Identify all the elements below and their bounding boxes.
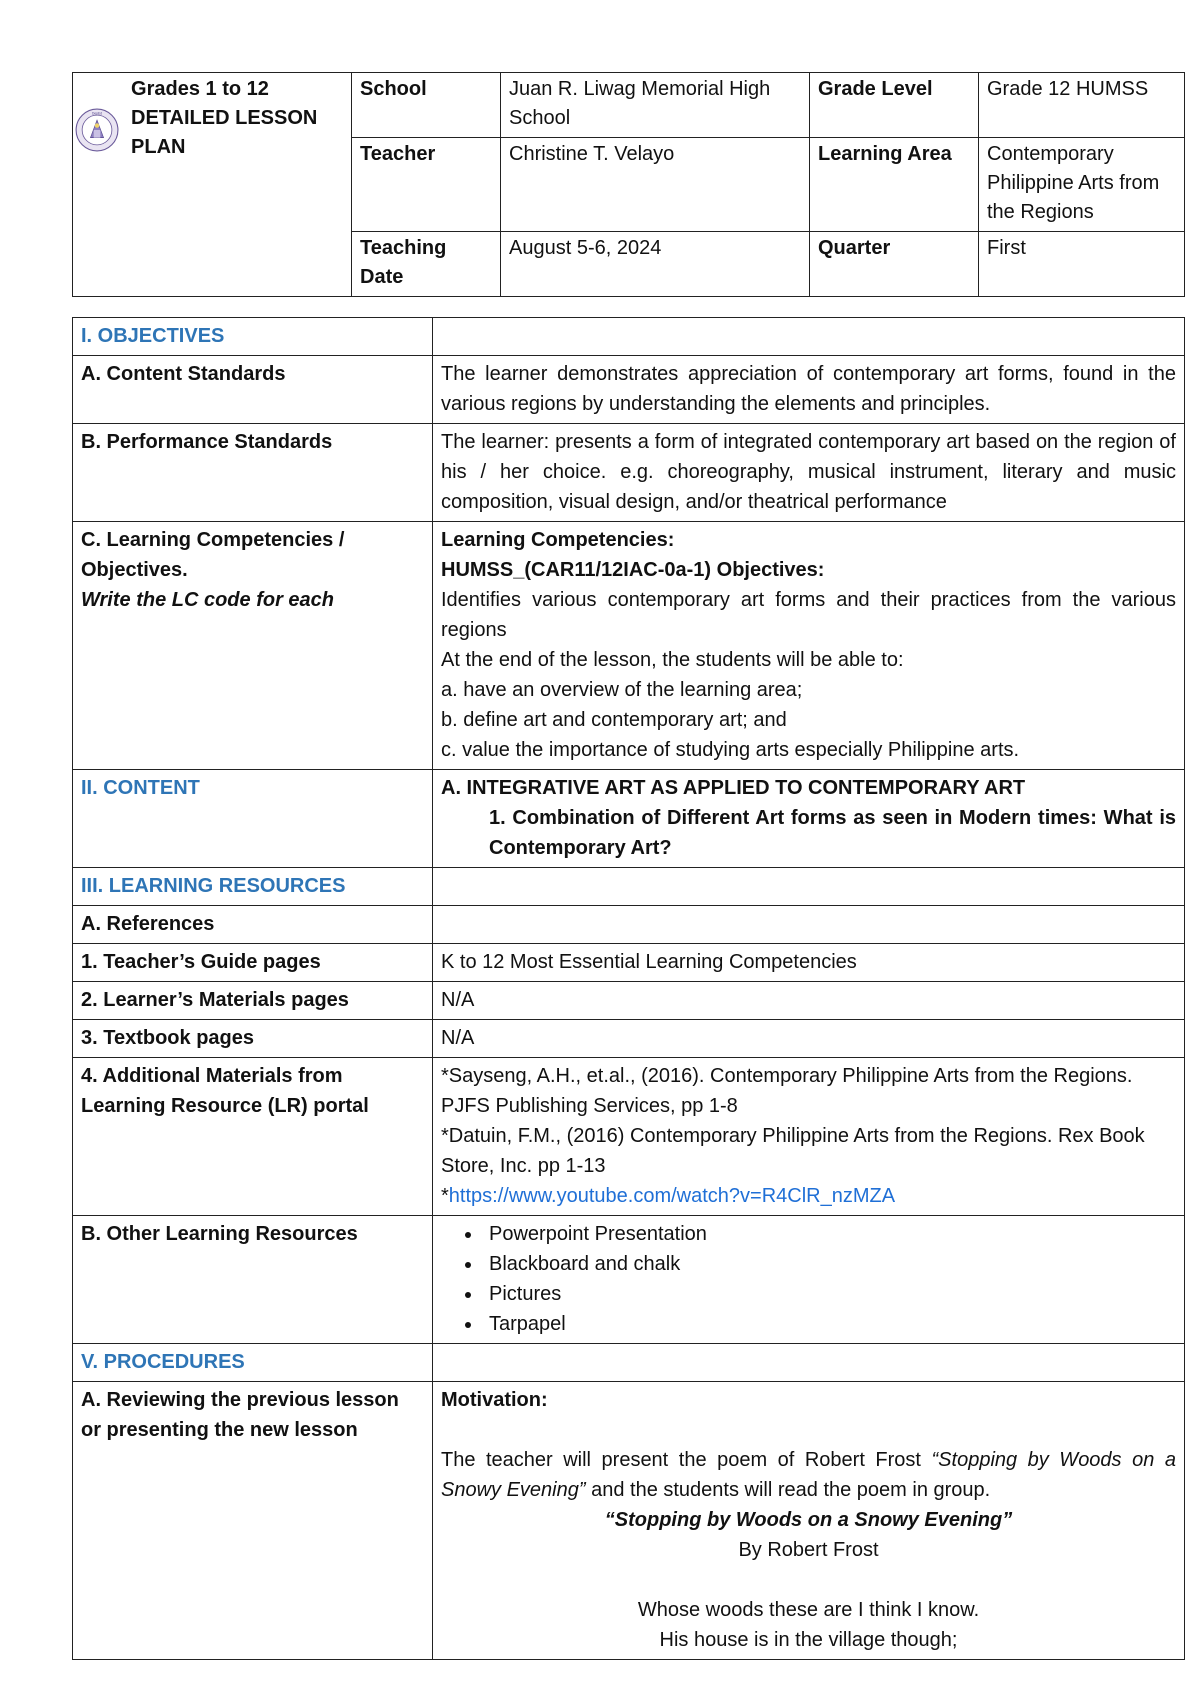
objectives-heading: I. OBJECTIVES xyxy=(73,318,433,356)
additional-ref: *Sayseng, A.H., et.al., (2016). Contemporary Philippine Arts from the Regions. PJFS Publishing Services, pp 1-8 xyxy=(441,1065,1133,1117)
performance-standards-label: B. Performance Standards xyxy=(73,424,433,522)
content-subtitle: 1. Combination of Different Art forms as seen in Modern times: What is Contemporary Art? xyxy=(489,807,1176,859)
intro-text: and the students will read the poem in group. xyxy=(585,1479,991,1501)
competencies-text-cell xyxy=(433,522,1185,770)
svg-text:DepEd: DepEd xyxy=(91,111,103,116)
teachers-guide-label: 1. Teacher’s Guide pages xyxy=(73,944,433,982)
spacer xyxy=(441,1415,1176,1445)
textbook-value: N/A xyxy=(433,1020,1185,1058)
review-lesson-label: A. Reviewing the previous lesson or presenting the new lesson xyxy=(73,1382,433,1660)
content-heading: II. CONTENT xyxy=(73,770,433,868)
lc-item: c. value the importance of studying arts especially Philippine arts. xyxy=(441,739,1020,761)
lc-item: b. define art and contemporary art; and xyxy=(441,709,787,731)
content-text-cell xyxy=(433,770,1185,868)
list-item: • Tarpapel xyxy=(483,1309,1176,1339)
empty-cell xyxy=(433,318,1185,356)
competencies-label-2: Objectives. xyxy=(81,559,188,581)
school-label: School xyxy=(352,73,501,138)
grade-level-label: Grade Level xyxy=(810,73,979,138)
teaching-date-label: Teaching Date xyxy=(352,232,501,297)
learners-materials-label: 2. Learner’s Materials pages xyxy=(73,982,433,1020)
additional-materials-cell xyxy=(433,1058,1185,1216)
additional-link-line xyxy=(441,1181,1176,1211)
teacher-label: Teacher xyxy=(352,138,501,232)
empty-cell xyxy=(433,868,1185,906)
teacher-value: Christine T. Velayo xyxy=(501,138,810,232)
plan-title: Grades 1 to 12 DETAILED LESSON PLAN xyxy=(131,78,318,158)
content-standards-text: The learner demonstrates appreciation of contemporary art forms, found in the various regions by understanding the elements and principles. xyxy=(433,356,1185,424)
intro-poem-title: “Stopping by Woods on a Snowy Evening” xyxy=(441,1449,1176,1501)
lesson-plan-table xyxy=(72,317,1185,1660)
empty-cell xyxy=(433,906,1185,944)
content-title: A. INTEGRATIVE ART AS APPLIED TO CONTEMPORARY ART xyxy=(441,777,1026,799)
lc-heading: Learning Competencies: xyxy=(441,529,675,551)
other-resources-cell xyxy=(433,1216,1185,1344)
list-item: • Blackboard and chalk xyxy=(483,1249,1176,1279)
references-label: A. References xyxy=(73,906,433,944)
competencies-note: Write the LC code for each xyxy=(81,589,335,611)
resources-heading: III. LEARNING RESOURCES xyxy=(73,868,433,906)
other-resources-list xyxy=(441,1219,1176,1339)
school-value: Juan R. Liwag Memorial High School xyxy=(501,73,810,138)
list-item: • Pictures xyxy=(483,1279,1176,1309)
competencies-label-cell xyxy=(73,522,433,770)
poem-title: “Stopping by Woods on a Snowy Evening” xyxy=(604,1509,1013,1531)
lc-text: Identifies various contemporary art forms and their practices from the various regions xyxy=(441,589,1176,641)
additional-ref: *Datuin, F.M., (2016) Contemporary Philippine Arts from the Regions. Rex Book Store, Inc. pp 1-13 xyxy=(441,1125,1145,1177)
learning-area-label: Learning Area xyxy=(810,138,979,232)
motivation-heading: Motivation: xyxy=(441,1389,548,1411)
procedure-intro xyxy=(441,1445,1176,1505)
deped-seal-icon xyxy=(75,91,119,169)
quarter-label: Quarter xyxy=(810,232,979,297)
spacer xyxy=(441,1565,1176,1595)
content-standards-label: A. Content Standards xyxy=(73,356,433,424)
procedures-heading: V. PROCEDURES xyxy=(73,1344,433,1382)
quarter-value: First xyxy=(979,232,1185,297)
other-resources-label: B. Other Learning Resources xyxy=(73,1216,433,1344)
performance-standards-text: The learner: presents a form of integrated contemporary art based on the region of his / her choice. e.g. choreography, musical instrument, literary and music composition, visual design, and/or theatrical performance xyxy=(433,424,1185,522)
poem-line: Whose woods these are I think I know. xyxy=(637,1599,980,1621)
header-table xyxy=(72,72,1185,297)
header-title-cell xyxy=(73,73,352,297)
learners-materials-value: N/A xyxy=(433,982,1185,1020)
additional-materials-label: 4. Additional Materials from Learning Resource (LR) portal xyxy=(73,1058,433,1216)
empty-cell xyxy=(433,1344,1185,1382)
procedure-cell xyxy=(433,1382,1185,1660)
grade-level-value: Grade 12 HUMSS xyxy=(979,73,1185,138)
lc-code: HUMSS_(CAR11/12IAC-0a-1) Objectives: xyxy=(441,559,825,581)
textbook-label: 3. Textbook pages xyxy=(73,1020,433,1058)
list-item: • Powerpoint Presentation xyxy=(483,1219,1176,1249)
youtube-link[interactable]: https://www.youtube.com/watch?v=R4ClR_nzMZA xyxy=(448,1185,896,1207)
lc-item: a. have an overview of the learning area; xyxy=(441,679,803,701)
intro-text: The teacher will present the poem of Robert Frost xyxy=(441,1449,932,1471)
lc-intro: At the end of the lesson, the students will be able to: xyxy=(441,649,904,671)
poem-author: By Robert Frost xyxy=(738,1539,879,1561)
poem-line: His house is in the village though; xyxy=(659,1629,958,1651)
teachers-guide-value: K to 12 Most Essential Learning Competencies xyxy=(433,944,1185,982)
asterisk: * xyxy=(441,1185,449,1207)
learning-area-value: Contemporary Philippine Arts from the Regions xyxy=(979,138,1185,232)
teaching-date-value: August 5-6, 2024 xyxy=(501,232,810,297)
competencies-label-1: C. Learning Competencies / xyxy=(81,529,345,551)
